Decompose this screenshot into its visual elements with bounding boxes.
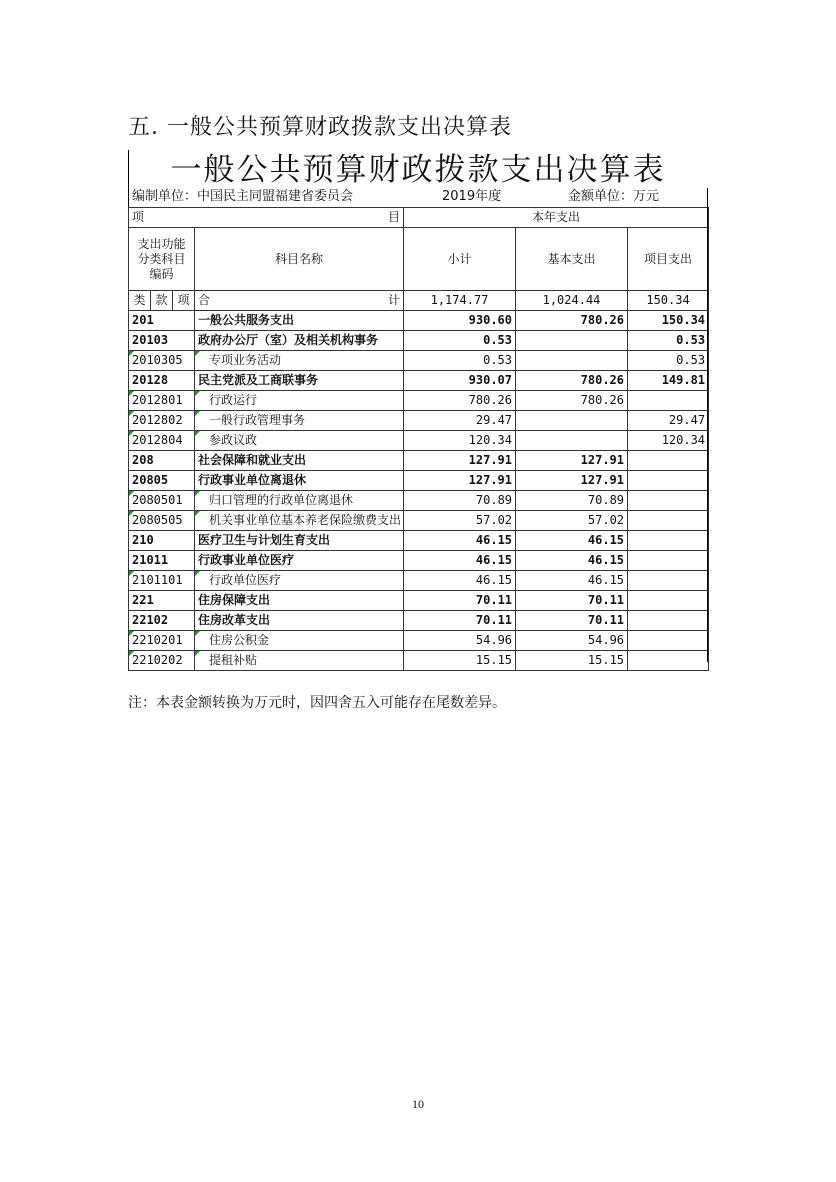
row-subtotal: 29.47 — [404, 411, 516, 431]
row-basic: 127.91 — [516, 471, 628, 491]
row-subtotal: 15.15 — [404, 651, 516, 671]
row-project: 150.34 — [628, 311, 709, 331]
amount-unit-label: 金额单位：万元 — [568, 189, 660, 204]
code-col-header: 支出功能分类科目编码 — [129, 228, 195, 291]
header-row-2 — [129, 228, 709, 291]
row-subtotal: 46.15 — [404, 531, 516, 551]
row-name: 一般公共服务支出 — [195, 311, 404, 331]
row-code: 2012804 — [129, 431, 195, 451]
total-project: 150.34 — [628, 291, 709, 311]
section-heading: 五. 一般公共预算财政拨款支出决算表 — [128, 115, 512, 140]
row-project: 149.81 — [628, 371, 709, 391]
row-basic: 46.15 — [516, 531, 628, 551]
row-code: 2010305 — [129, 351, 195, 371]
table-title: 一般公共预算财政拨款支出决算表 — [170, 152, 666, 188]
row-basic: 46.15 — [516, 551, 628, 571]
row-name: 归口管理的行政单位离退休 — [195, 491, 404, 511]
row-name: 参政议政 — [195, 431, 404, 451]
row-project — [628, 651, 709, 671]
row-subtotal: 0.53 — [404, 331, 516, 351]
row-project — [628, 631, 709, 651]
row-name: 政府办公厅（室）及相关机构事务 — [195, 331, 404, 351]
row-subtotal: 127.91 — [404, 471, 516, 491]
total-subtotal: 1,174.77 — [404, 291, 516, 311]
row-basic — [516, 331, 628, 351]
table-row — [129, 591, 709, 611]
table-row — [129, 491, 709, 511]
row-basic — [516, 431, 628, 451]
table-row — [129, 431, 709, 451]
row-project — [628, 391, 709, 411]
row-name: 一般行政管理事务 — [195, 411, 404, 431]
header-row-1 — [129, 208, 709, 228]
expenditure-table — [128, 207, 709, 671]
row-code: 2012801 — [129, 391, 195, 411]
row-project: 0.53 — [628, 351, 709, 371]
table-row — [129, 331, 709, 351]
table-row — [129, 551, 709, 571]
row-name: 行政运行 — [195, 391, 404, 411]
row-subtotal: 930.60 — [404, 311, 516, 331]
table-row — [129, 511, 709, 531]
row-basic — [516, 351, 628, 371]
row-subtotal: 54.96 — [404, 631, 516, 651]
row-project — [628, 491, 709, 511]
table-row — [129, 471, 709, 491]
row-project — [628, 451, 709, 471]
row-name: 住房改革支出 — [195, 611, 404, 631]
row-project — [628, 591, 709, 611]
row-basic: 70.89 — [516, 491, 628, 511]
subtotal-col-header: 小计 — [404, 228, 516, 291]
row-basic: 70.11 — [516, 611, 628, 631]
kuan-header: 款 — [151, 291, 173, 311]
row-code: 2210202 — [129, 651, 195, 671]
total-basic: 1,024.44 — [516, 291, 628, 311]
basic-col-header: 基本支出 — [516, 228, 628, 291]
row-subtotal: 57.02 — [404, 511, 516, 531]
table-row — [129, 651, 709, 671]
row-subtotal: 930.07 — [404, 371, 516, 391]
table-row — [129, 631, 709, 651]
xiang-header: 项 — [173, 291, 195, 311]
current-year-header: 本年支出 — [404, 208, 709, 228]
row-code: 2101101 — [129, 571, 195, 591]
row-name: 民主党派及工商联事务 — [195, 371, 404, 391]
total-row — [129, 291, 709, 311]
name-col-header: 科目名称 — [195, 228, 404, 291]
row-name: 社会保障和就业支出 — [195, 451, 404, 471]
row-code: 210 — [129, 531, 195, 551]
table-row — [129, 311, 709, 331]
row-basic: 780.26 — [516, 371, 628, 391]
total-label-right: 计 — [388, 293, 401, 307]
row-basic: 780.26 — [516, 311, 628, 331]
row-name: 专项业务活动 — [195, 351, 404, 371]
row-code: 20805 — [129, 471, 195, 491]
total-label-cell — [195, 291, 404, 311]
row-basic: 780.26 — [516, 391, 628, 411]
row-name: 机关事业单位基本养老保险缴费支出 — [195, 511, 404, 531]
row-project — [628, 551, 709, 571]
table-row — [129, 531, 709, 551]
row-project — [628, 611, 709, 631]
row-project — [628, 571, 709, 591]
row-code: 221 — [129, 591, 195, 611]
project-col-header: 项目支出 — [628, 228, 709, 291]
row-project: 0.53 — [628, 331, 709, 351]
row-basic: 57.02 — [516, 511, 628, 531]
table-row — [129, 411, 709, 431]
row-name: 提租补贴 — [195, 651, 404, 671]
row-name: 行政事业单位医疗 — [195, 551, 404, 571]
row-basic — [516, 411, 628, 431]
row-basic: 127.91 — [516, 451, 628, 471]
row-project — [628, 531, 709, 551]
row-name: 医疗卫生与计划生育支出 — [195, 531, 404, 551]
row-code: 2080501 — [129, 491, 195, 511]
row-name: 行政事业单位离退休 — [195, 471, 404, 491]
page-number: 10 — [412, 1097, 424, 1111]
row-name: 住房公积金 — [195, 631, 404, 651]
row-code: 21011 — [129, 551, 195, 571]
row-subtotal: 780.26 — [404, 391, 516, 411]
row-code: 2210201 — [129, 631, 195, 651]
table-row — [129, 391, 709, 411]
row-code: 2012802 — [129, 411, 195, 431]
lei-header: 类 — [129, 291, 151, 311]
table-row — [129, 351, 709, 371]
row-basic: 15.15 — [516, 651, 628, 671]
row-project: 29.47 — [628, 411, 709, 431]
row-project — [628, 471, 709, 491]
row-code: 20128 — [129, 371, 195, 391]
row-code: 2080505 — [129, 511, 195, 531]
footnote: 注：本表金额转换为万元时，因四舍五入可能存在尾数差异。 — [128, 695, 506, 711]
row-subtotal: 46.15 — [404, 571, 516, 591]
table-row — [129, 451, 709, 471]
row-subtotal: 70.11 — [404, 591, 516, 611]
row-project — [628, 511, 709, 531]
row-basic: 54.96 — [516, 631, 628, 651]
row-code: 20103 — [129, 331, 195, 351]
row-basic: 70.11 — [516, 591, 628, 611]
row-subtotal: 70.89 — [404, 491, 516, 511]
row-basic: 46.15 — [516, 571, 628, 591]
item-header-right: 目 — [388, 210, 401, 224]
total-label-left: 合 — [198, 293, 211, 307]
row-code: 22102 — [129, 611, 195, 631]
row-code: 201 — [129, 311, 195, 331]
row-subtotal: 46.15 — [404, 551, 516, 571]
unit-label: 编制单位：中国民主同盟福建省委员会 — [132, 189, 354, 204]
table-row — [129, 371, 709, 391]
row-project: 120.34 — [628, 431, 709, 451]
item-header-cell — [129, 208, 404, 228]
item-header-left: 项 — [132, 210, 145, 224]
row-subtotal: 0.53 — [404, 351, 516, 371]
row-subtotal: 127.91 — [404, 451, 516, 471]
row-subtotal: 120.34 — [404, 431, 516, 451]
table-row — [129, 571, 709, 591]
row-name: 行政单位医疗 — [195, 571, 404, 591]
year-label: 2019年度 — [442, 189, 502, 204]
row-name: 住房保障支出 — [195, 591, 404, 611]
table-row — [129, 611, 709, 631]
row-subtotal: 70.11 — [404, 611, 516, 631]
row-code: 208 — [129, 451, 195, 471]
